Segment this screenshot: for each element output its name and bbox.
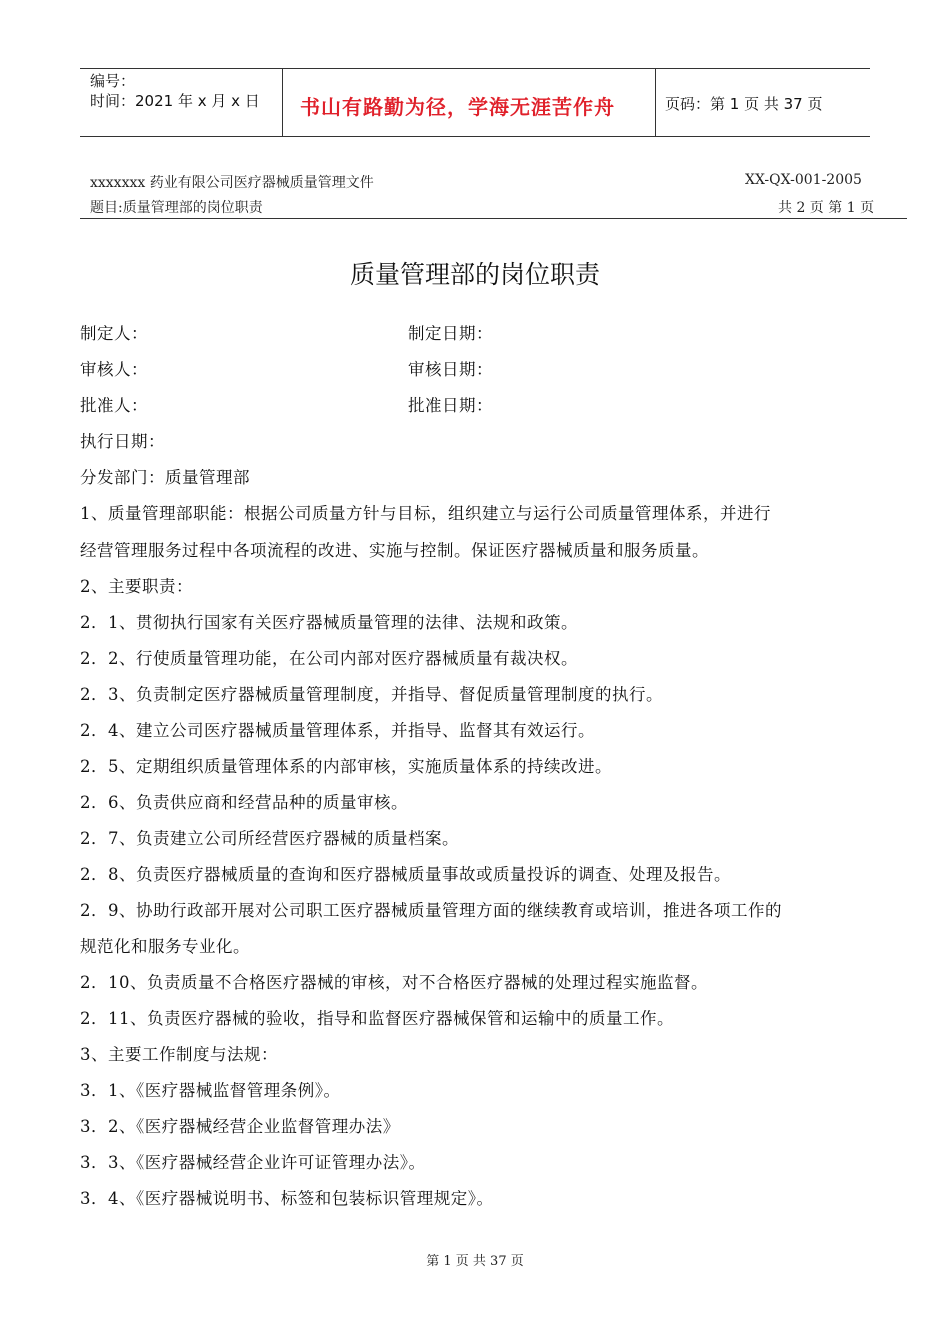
body-line: 3、主要工作制度与法规： [80,1045,278,1064]
body-line: 1、质量管理部职能：根据公司质量方针与目标，组织建立与运行公司质量管理体系，并进行 [80,504,771,523]
body-line: 2．2、行使质量管理功能，在公司内部对医疗器械质量有裁决权。 [80,649,578,668]
body-line: 2．7、负责建立公司所经营医疗器械的质量档案。 [80,829,459,848]
header-divider-right [655,68,656,136]
body-line: 2．8、负责医疗器械质量的查询和医疗器械质量事故或质量投诉的调查、处理及报告。 [80,865,731,884]
reviewer-field: 审核人： [80,360,148,379]
doc-number: XX-QX-001-2005 [745,172,862,188]
body-line: 分发部门：质量管理部 [80,468,250,487]
body-line: 3．1、《医疗器械监督管理条例》。 [80,1081,341,1100]
body-line: 2．6、负责供应商和经营品种的质量审核。 [80,793,408,812]
body-line: 2．10、负责质量不合格医疗器械的审核，对不合格医疗器械的处理过程实施监督。 [80,973,708,992]
doc-page-info: 共 2 页 第 1 页 [778,200,875,216]
header-top-border [80,68,870,69]
company-doc-name: xxxxxxx 药业有限公司医疗器械质量管理文件 [90,175,374,191]
make-date-field: 制定日期： [408,324,493,343]
exec-date-field: 执行日期： [80,432,165,451]
body-line: 2．5、定期组织质量管理体系的内部审核，实施质量体系的持续改进。 [80,757,612,776]
approve-date-field: 批准日期： [408,396,493,415]
approver-field: 批准人： [80,396,148,415]
body-line: 2．9、协助行政部开展对公司职工医疗器械质量管理方面的继续教育或培训，推进各项工作的 [80,901,782,920]
page-title: 质量管理部的岗位职责 [349,260,600,289]
body-line: 2．4、建立公司医疗器械质量管理体系，并指导、监督其有效运行。 [80,721,595,740]
body-line: 2．3、负责制定医疗器械质量管理制度，并指导、督促质量管理制度的执行。 [80,685,663,704]
body-line: 3．2、《医疗器械经营企业监督管理办法》 [80,1117,400,1136]
body-line: 2．11、负责医疗器械的验收，指导和监督医疗器械保管和运输中的质量工作。 [80,1009,674,1028]
body-line: 3．3、《医疗器械经营企业许可证管理办法》。 [80,1153,426,1172]
time-label: 时间：2021 年 x 月 x 日 [90,92,260,110]
motto-text: 书山有路勤为径，学海无涯苦作舟 [300,95,615,119]
number-label: 编号： [90,72,136,90]
body-line: 经营管理服务过程中各项流程的改进、实施与控制。保证医疗器械质量和服务质量。 [80,541,709,560]
body-line: 规范化和服务专业化。 [80,937,250,956]
header-divider-left [282,68,283,136]
doc-subject: 题目:质量管理部的岗位职责 [90,200,263,216]
review-date-field: 审核日期： [408,360,493,379]
header-bottom-border [80,136,870,137]
body-line: 2、主要职责： [80,577,193,596]
body-line: 3．4、《医疗器械说明书、标签和包装标识管理规定》。 [80,1189,494,1208]
maker-field: 制定人： [80,324,148,343]
doc-header-rule [80,218,907,219]
body-line: 2．1、贯彻执行国家有关医疗器械质量管理的法律、法规和政策。 [80,613,578,632]
page-footer: 第 1 页 共 37 页 [426,1254,524,1269]
page-code: 页码：第 1 页 共 37 页 [665,95,823,113]
